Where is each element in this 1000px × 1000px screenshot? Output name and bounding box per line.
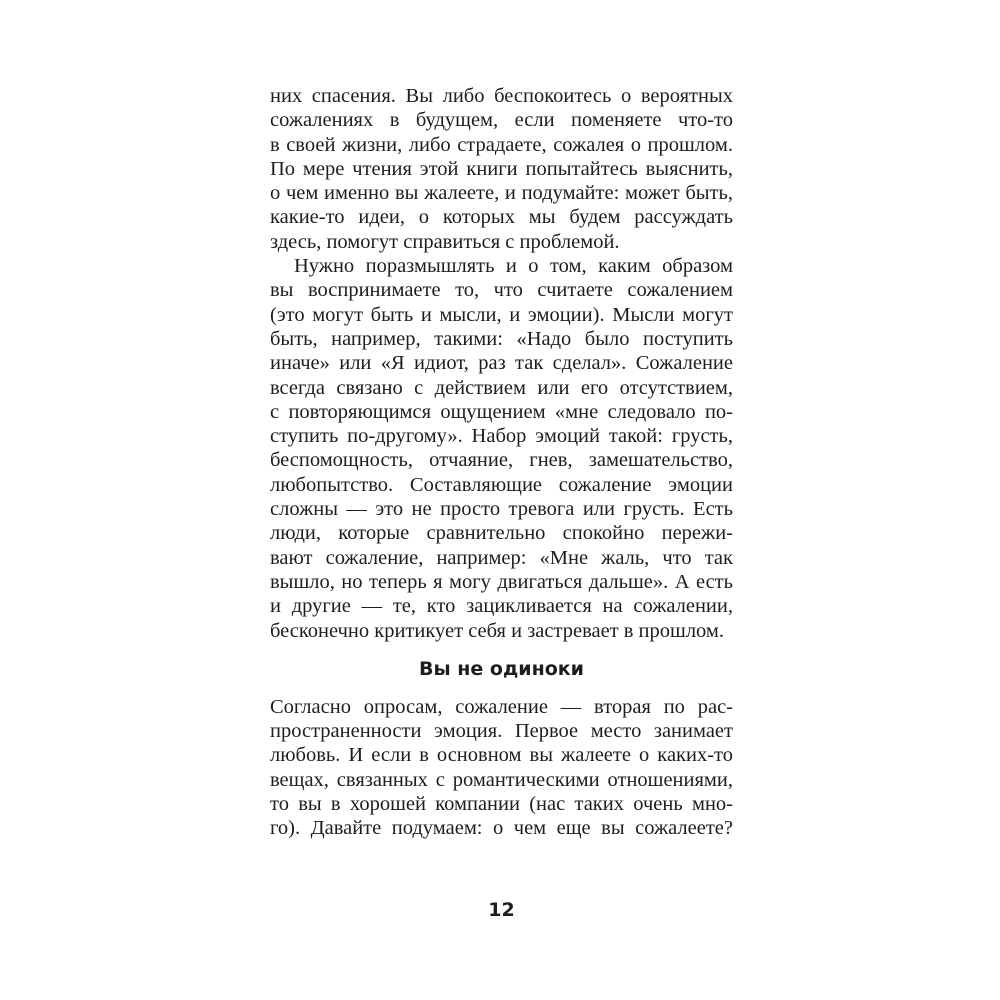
text-line: го). Давайте подумаем: о чем еще вы сожалеете? xyxy=(270,817,733,840)
text-line: то вы в хорошей компании (нас таких очень мно- xyxy=(270,793,733,816)
text-line: быть, например, такими: «Надо было поступить xyxy=(270,327,733,350)
section-heading: Вы не одиноки xyxy=(418,657,584,680)
text-line: люди, которые сравнительно спокойно пережи- xyxy=(270,522,733,545)
paragraph-1 xyxy=(270,84,733,254)
text-line: вают сожаление, например: «Мне жаль, что так xyxy=(270,546,733,569)
text-line: в своей жизни, либо страдаете, сожалея о прошлом. xyxy=(270,133,733,156)
text-line: вещах, связанных с романтическими отношениями, xyxy=(270,768,733,791)
spacer xyxy=(270,682,733,695)
paragraph-2 xyxy=(270,254,733,643)
text-line: любопытство. Составляющие сожаление эмоции xyxy=(270,473,733,496)
text-line: какие-то идеи, о которых мы будем рассуждать xyxy=(270,206,733,229)
text-line: сожалениях в будущем, если поменяете что-то xyxy=(270,109,733,132)
text-line: с повторяющимся ощущением «мне следовало по- xyxy=(270,400,733,423)
text-line: о чем именно вы жалеете, и подумайте: может быть, xyxy=(270,182,733,205)
text-line: (это могут быть и мысли, и эмоции). Мысли могут xyxy=(270,303,733,326)
text-line: иначе» или «Я идиот, раз так сделал». Сожаление xyxy=(270,352,733,375)
text-line: По мере чтения этой книги попытайтесь выяснить, xyxy=(270,157,733,180)
spacer xyxy=(270,643,733,656)
text-line: вы воспринимаете то, что считаете сожалением xyxy=(270,279,733,302)
text-line: здесь, помогут справиться с проблемой. xyxy=(270,230,620,253)
text-line: Нужно поразмышлять и о том, каким образом xyxy=(294,255,733,278)
text-line: всегда связано с действием или его отсутствием, xyxy=(270,376,733,399)
text-line: них спасения. Вы либо беспокоитесь о вероятных xyxy=(270,85,733,107)
text-line: беспомощность, отчаяние, гнев, замешательство, xyxy=(270,449,733,472)
text-line: Согласно опросам, сожаление — вторая по рас- xyxy=(270,695,733,718)
book-page xyxy=(270,84,733,841)
text-line: сложны — это не просто тревога или грусть. Есть xyxy=(270,498,733,521)
text-line: и другие — те, кто зацикливается на сожалении, xyxy=(270,595,733,618)
text-line: ступить по-другому». Набор эмоций такой: грусть, xyxy=(270,425,733,448)
text-line: любовь. И если в основном вы жалеете о каких-то xyxy=(270,744,733,767)
page-number: 12 xyxy=(488,899,515,921)
paragraph-3 xyxy=(270,695,733,841)
text-line: бесконечно критикует себя и застревает в прошлом. xyxy=(270,619,725,642)
text-line: вышло, но теперь я могу двигаться дальше». А есть xyxy=(270,570,733,593)
text-line: пространенности эмоция. Первое место занимает xyxy=(270,720,733,743)
